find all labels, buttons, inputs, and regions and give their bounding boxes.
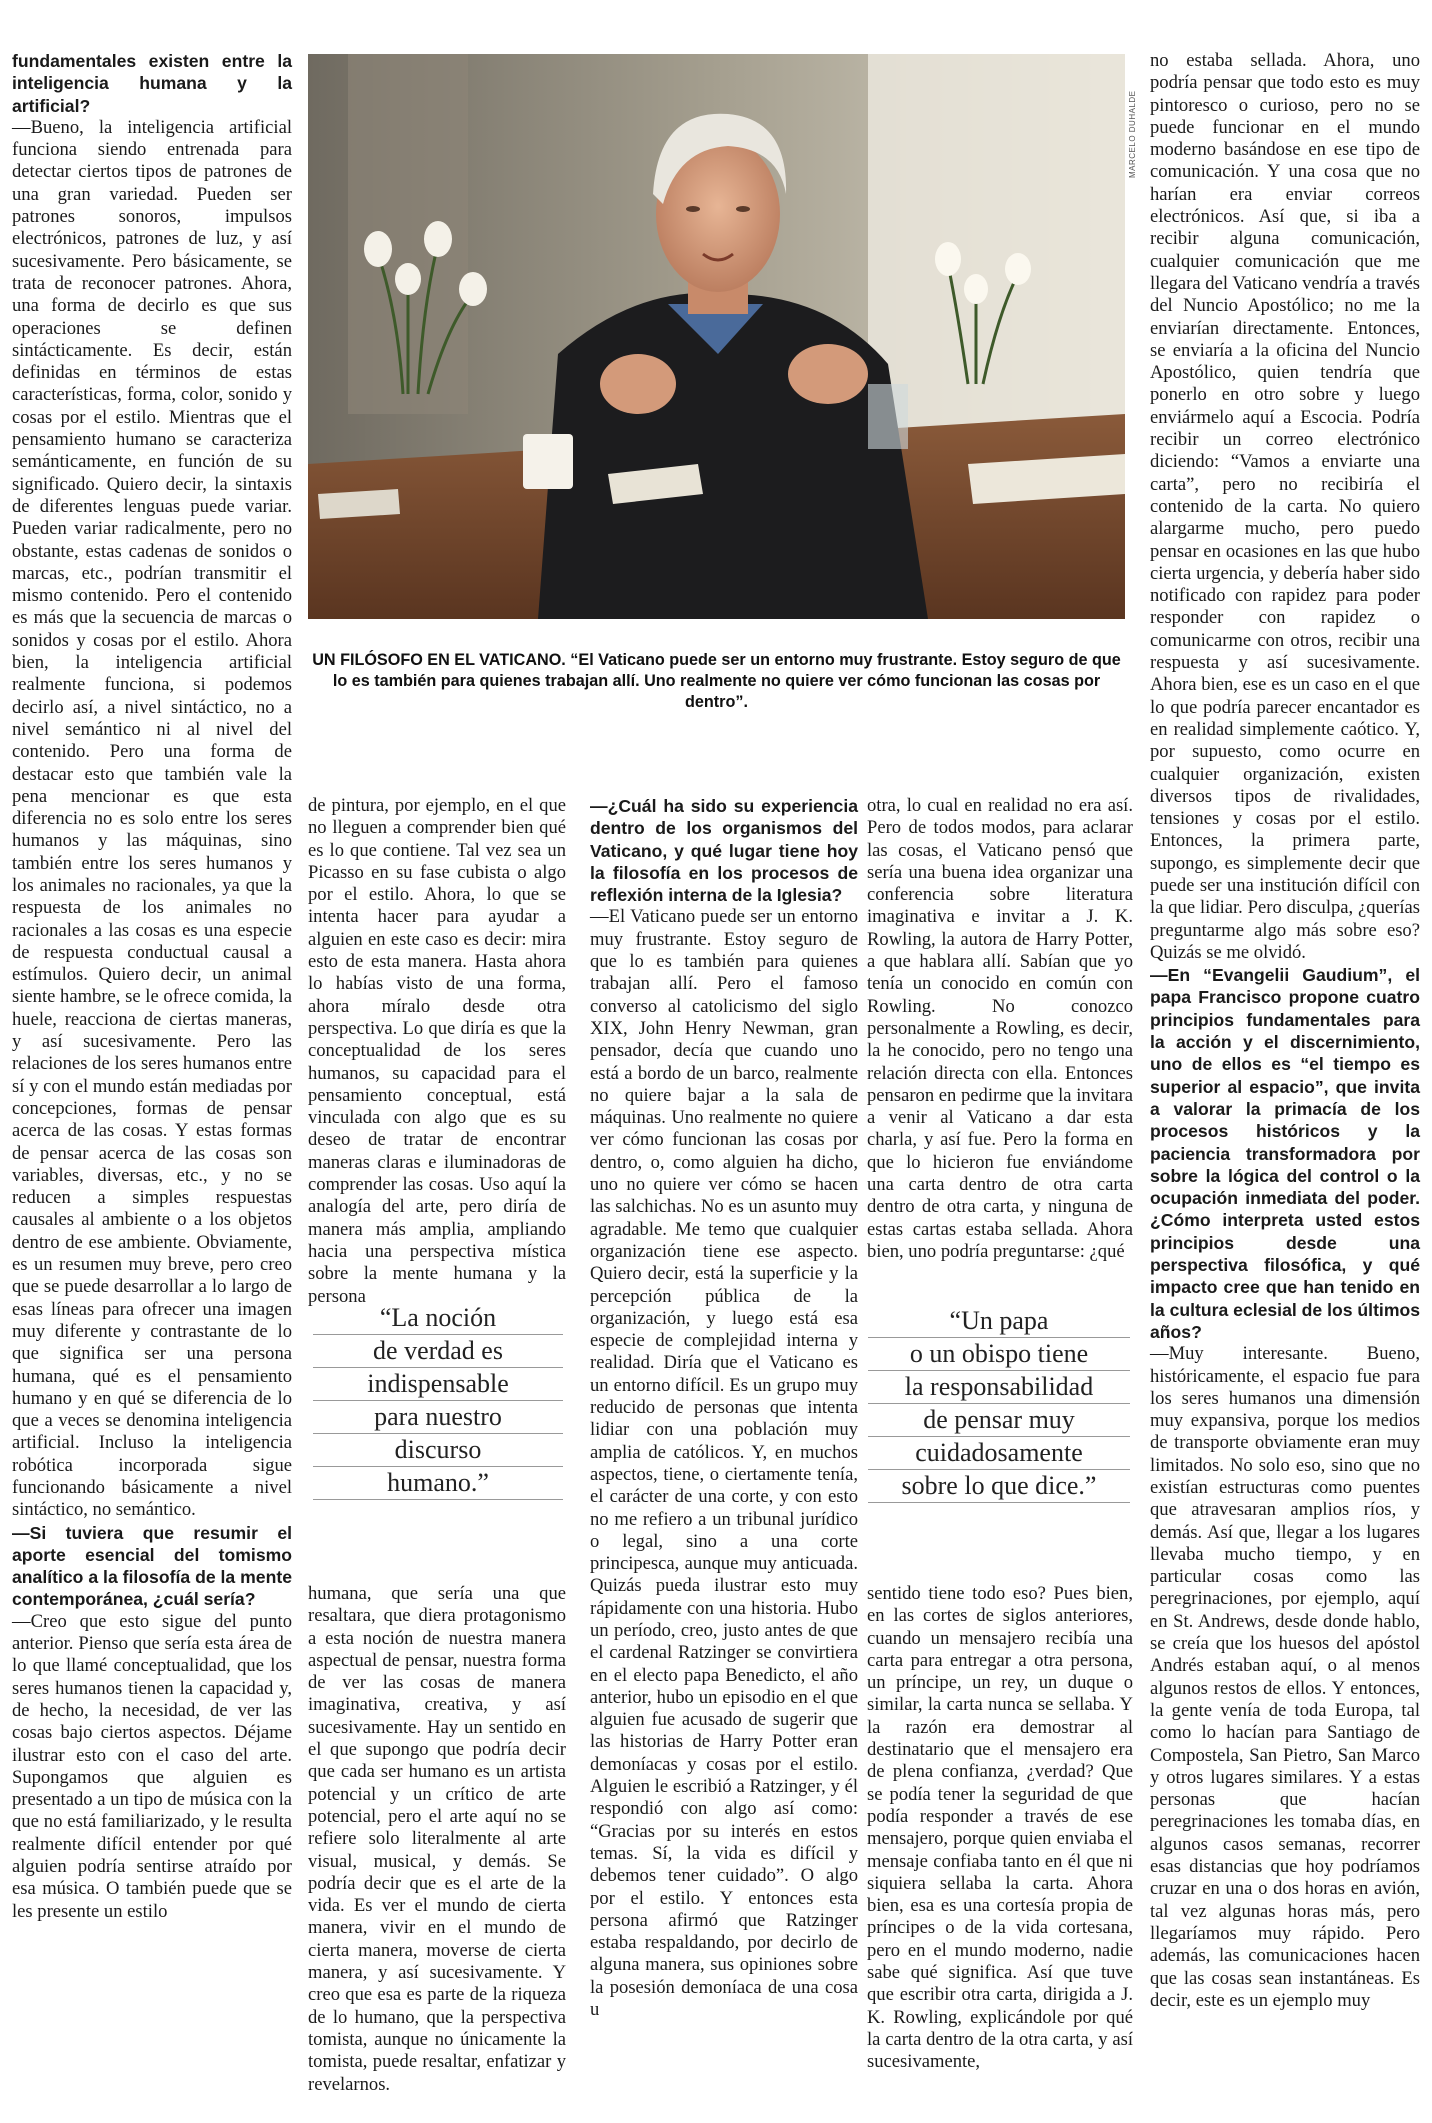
- interview-question: —¿Cuál ha sido su experiencia dentro de los organismos del Vaticano, y qué lugar tiene hoy la filosofía en los procesos de reflexión interna de la Iglesia?: [590, 796, 858, 906]
- interview-answer: de pintura, por ejemplo, en el que no lleguen a comprender bien qué es lo que contiene. Tal vez sea un Picasso en su fase cubista o algo por el estilo. Ahora, lo que se intenta hacer para ayudar a alguien en este caso es decir: mira esto de esta manera. Hasta ahora lo habías visto de una forma, ahora míralo desde otra perspectiva. Lo que diría es que la conceptualidad de los seres humanos, su capacidad para el pensamiento conceptual, está vinculada con algo que es su deseo de tratar de encontrar maneras claras e iluminadoras de comprender las cosas. Uso aquí la analogía del arte, pero diría de manera más amplia, ampliando hacia una perspectiva mística sobre la mente humana y la persona: [308, 795, 566, 1307]
- interview-answer: —Bueno, la inteligencia artificial funciona siendo entrenada para detectar ciertos tipos de patrones de una gran variedad. Pueden ser patrones sonoros, impulsos electrónicos, patrones de luz, y así sucesivamente. Pero básicamente, se trata de reconocer patrones. Ahora, una forma de decirlo es que sus operaciones se definen sintácticamente. Es decir, están definidas en términos de estas características, forma, color, sonido y cosas por el estilo. Mientras que el pensamiento humano se caracteriza semánticamente, en función de su significado. Quiero decir, la sintaxis de diferentes lenguas puede variar. Pueden variar radicalmente, pero no obstante, estas cadenas de sonidos o marcas, etc., podrían transmitir el mismo contenido. Pero el contenido es más que la secuencia de marcas o sonidos y cosas por el estilo. Ahora bien, la inteligencia artificial realmente funciona, si podemos decirlo así, a nivel sintáctico, no a nivel semántico ni al nivel del contenido. Pero una forma de destacar esto que también vale la pena mencionar es que esta diferencia no es solo entre los seres humanos y las máquinas, sino también entre los seres humanos y los animales no racionales, ya que la respuesta de los animales no racionales a las cosas es una especie de respuesta conductual causal a estímulos. Quiero decir, un animal siente hambre, se le ofrece comida, la huele, reacciona de ciertas maneras, y así sucesivamente. Pero las relaciones de los seres humanos entre sí y con el mundo están mediadas por concepciones, formas de pensar acerca de las cosas. Y estas formas de pensar acerca de las cosas son variables, diversas, etc., y no se reducen a simples respuestas causales al ambiente o a los objetos dentro de ese ambiente. Obviamente, es un resumen muy breve, pero creo que se puede desarrollar a lo largo de esas líneas para ofrecer una imagen muy diferente y contrastante de lo que significa ser una persona humana, qué es el pensamiento humano y en qué se diferencia de lo que a veces se denomina inteligencia artificial. Incluso la inteligencia robótica incorporada sigue funcionando básicamente a nivel sintáctico, no semántico.: [12, 116, 292, 1521]
- article-column-3: [590, 795, 858, 2111]
- article-column-2-top: [308, 795, 566, 1307]
- article-column-4-top: [867, 795, 1133, 1295]
- pull-quote-line: cuidadosamente: [868, 1437, 1130, 1470]
- pull-quote-line: la responsabilidad: [868, 1371, 1130, 1404]
- article-column-2-bottom: [308, 1583, 566, 2111]
- pull-quote-line: “La noción: [313, 1302, 563, 1335]
- pull-quote-line: de pensar muy: [868, 1404, 1130, 1437]
- pull-quote-line: o un obispo tiene: [868, 1338, 1130, 1371]
- pull-quote-line: para nuestro: [313, 1401, 563, 1434]
- article-column-1: [12, 50, 292, 2110]
- caption-lead: UN FILÓSOFO EN EL VATICANO.: [312, 651, 566, 669]
- photo-caption: [308, 650, 1125, 713]
- pull-quote-1: [313, 1302, 563, 1500]
- interview-question: fundamentales existen entre la inteligencia humana y la artificial?: [12, 51, 292, 116]
- photo-image: [308, 54, 1125, 619]
- interview-answer: —Creo que esto sigue del punto anterior. Pienso que sería esta área de lo que llamé conceptualidad, que los seres humanos tienen la capacidad y, de hecho, la necesidad, de ver las cosas bajo ciertos aspectos. Déjame ilustrar esto con el caso del arte. Supongamos que alguien es presentado a un tipo de música con la que no está familiarizado, y le resulta realmente difícil entender por qué alguien podría sentirse atraído por esa música. O también puede que se les presente un estilo: [12, 1610, 292, 1922]
- interview-answer: sentido tiene todo eso? Pues bien, en las cortes de siglos anteriores, cuando un mensajero recibía una carta para entregar a otra persona, un príncipe, un rey, un duque o similar, la carta nunca se sellaba. Y la razón era demostrar al destinatario que el mensajero era de plena confianza, ¿verdad? Que se podía tener la seguridad de que podía responder a través de ese mensajero, porque quien enviaba el mensaje confiaba tanto en él que ni siquiera sellaba la carta. Ahora bien, esa es una cortesía propia de príncipes o de la vida cortesana, pero en el mundo moderno, nadie sabe qué significa. Así que tuve que escribir otra carta, dirigida a J. K. Rowling, explicándole por qué la carta dentro de la otra carta, y así sucesivamente,: [867, 1583, 1133, 2073]
- pull-quote-line: sobre lo que dice.”: [868, 1470, 1130, 1503]
- interview-answer: —Muy interesante. Bueno, históricamente, el espacio fue para los seres humanos una dimensión muy expansiva, porque los medios de transporte obviamente eran muy limitados. No solo eso, sino que no existían estructuras como puentes que atravesaran amplios ríos, y demás. Así que, llegar a los lugares llevaba mucho tiempo, y en particular cosas como las peregrinaciones, por ejemplo, aquí en St. Andrews, desde donde hablo, se creía que los huesos del apóstol Andrés estaban aquí, o al menos algunos restos de ellos. Y entonces, la gente venía de toda Europa, tal como lo hacían para Santiago de Compostela, San Pietro, San Marco y otros lugares similares. Y a estas personas que hacían peregrinaciones les tomaba días, en algunos casos semanas, recorrer esas distancias que hoy podríamos cruzar en una o dos horas en avión, tal vez algunas horas más, pero llegaríamos muy rápido. Pero además, las comunicaciones hacen que las cosas sean instantáneas. Es decir, este es un ejemplo muy: [1150, 1343, 1420, 2011]
- interview-question: —En “Evangelii Gaudium”, el papa Francisco propone cuatro principios fundamentales para la acción y el discernimiento, uno de ellos es “el tiempo es superior al espacio”, que invita a valorar la primacía de los procesos históricos y la paciencia transformadora por sobre la lógica del control o la ocupación inmediata del poder. ¿Cómo interpreta usted estos principios desde una perspectiva filosófica, y qué impacto cree que han tenido en la cultura eclesial de los últimos años?: [1150, 965, 1420, 1342]
- article-column-4-bottom: [867, 1583, 1133, 2111]
- interview-answer: —El Vaticano puede ser un entorno muy frustrante. Estoy seguro de que lo es también para quienes trabajan allí. Pero el famoso converso al catolicismo del siglo XIX, John Henry Newman, gran pensador, decía que cuando uno está a bordo de un barco, realmente no quiere bajar a la sala de máquinas. Uno realmente no quiere ver cómo funcionan las cosas por dentro, o, como alguien ha dicho, uno no quiere ver cómo se hacen las salchichas. No es un asunto muy agradable. Me temo que cualquier organización tiene ese aspecto. Quiero decir, está la superficie y la percepción pública de la organización, y luego está esa especie de complejidad interna y realidad. Diría que el Vaticano es un entorno difícil. Es un grupo muy reducido de personas que intenta lidiar con una población muy amplia de católicos. Y, en muchos aspectos, tiene, o ciertamente tenía, el carácter de una corte, y con esto no me refiero a un tribunal jurídico o legal, sino a una corte principesca, aunque muy anticuada. Quizás pueda ilustrar esto muy rápidamente con una historia. Hubo un período, creo, justo antes de que el cardenal Ratzinger se convirtiera en el electo papa Benedicto, el año anterior, hubo un episodio en el que alguien fue acusado de sugerir que las historias de Harry Potter eran demoníacas y cosas por el estilo. Alguien le escribió a Ratzinger, y él respondió con algo así como: “Gracias por su interés en estos temas. Sí, la vida es difícil y debemos tener cuidado”. O algo por el estilo. Y entonces esta persona afirmó que Ratzinger estaba respaldando, por decirlo de alguna manera, sus opiniones sobre la posesión demoníaca de una cosa u: [590, 906, 859, 2021]
- photo-credit: MARCELO DUHALDE: [1128, 90, 1137, 178]
- pull-quote-2: [868, 1305, 1130, 1503]
- interview-question: —Si tuviera que resumir el aporte esencial del tomismo analítico a la filosofía de la mente contemporánea, ¿cuál sería?: [12, 1522, 292, 1610]
- pull-quote-line: humano.”: [313, 1467, 563, 1500]
- interview-answer: otra, lo cual en realidad no era así. Pero de todos modos, para aclarar las cosas, el Vaticano pensó que sería una buena idea organizar una conferencia sobre literatura imaginativa e invitar a J. K. Rowling, la autora de Harry Potter, a que hablara allí. Sabían que yo tenía un conocido en común con Rowling. No conozco personalmente a Rowling, es decir, la he conocido, pero no tengo una relación directa con ella. Entonces pensaron en pedirme que la invitara a venir al Vaticano a dar esta charla, y así fue. Pero la forma en que lo hicieron fue enviándome una carta dentro de otra carta dentro de otra carta, y ninguna de estas cartas estaba sellada. Ahora bien, uno podría preguntarse: ¿qué: [867, 795, 1133, 1262]
- article-column-5: [1150, 50, 1420, 2110]
- pull-quote-line: indispensable: [313, 1368, 563, 1401]
- caption-text: “El Vaticano puede ser un entorno muy frustrante. Estoy seguro de que lo es también para quienes trabajan allí. Uno realmente no quiere ver cómo funcionan las cosas por dentro”.: [332, 651, 1121, 711]
- interview-photo: [308, 54, 1125, 619]
- pull-quote-line: discurso: [313, 1434, 563, 1467]
- interview-answer: no estaba sellada. Ahora, uno podría pensar que todo esto es muy pintoresco o curioso, pero no se puede funcionar en el mundo moderno basándose en ese tipo de comunicación. Y una cosa que no harían era enviar correos electrónicos. Así que, si iba a recibir alguna comunicación, cualquier comunicación que me llegara del Vaticano vendría a través del Nuncio Apostólico; no me la enviarían directamente. Entonces, se enviaría a la oficina del Nuncio Apostólico, quien tendría que ponerlo en otro sobre y luego enviármelo aquí a Escocia. Podría recibir un correo electrónico diciendo: “Vamos a enviarte una carta”, pero no recibiría el contenido de la carta. No quiero alargarme mucho, pero puedo pensar en ocasiones en las que hubo cierta urgencia, y debería haber sido notificado con rapidez para poder responder con rapidez o comunicarme con otros, recibir una respuesta y así sucesivamente. Ahora bien, ese es un caso en el que lo que podría parecer encantador es en realidad simplemente caótico. Y, por supuesto, como ocurre en cualquier organización, existen diversos tipos de rivalidades, tensiones y cosas por el estilo. Entonces, la primera parte, supongo, es simplemente decir que puede ser una institución difícil con la que lidiar. Pero disculpa, ¿querías preguntarme algo más sobre eso? Quizás se me olvidó.: [1150, 50, 1420, 963]
- pull-quote-line: de verdad es: [313, 1335, 563, 1368]
- interview-answer: humana, que sería una que resaltara, que diera protagonismo a esta noción de nuestra manera aspectual de pensar, nuestra forma de ver las cosas de manera imaginativa, creativa, y así sucesivamente. Hay un sentido en el que supongo que podría decir que cada ser humano es un artista potencial y un crítico de arte potencial, pero el arte aquí no se refiere solo literalmente al arte visual, musical, y demás. Se podría decir que es el arte de la vida. Es ver el mundo de cierta manera, vivir en el mundo de cierta manera, moverse de cierta manera, y así sucesivamente. Y creo que esa es parte de la riqueza de lo humano, que la perspectiva tomista, aunque no únicamente la tomista, puede resaltar, enfatizar y revelarnos.: [308, 1583, 566, 2095]
- pull-quote-line: “Un papa: [868, 1305, 1130, 1338]
